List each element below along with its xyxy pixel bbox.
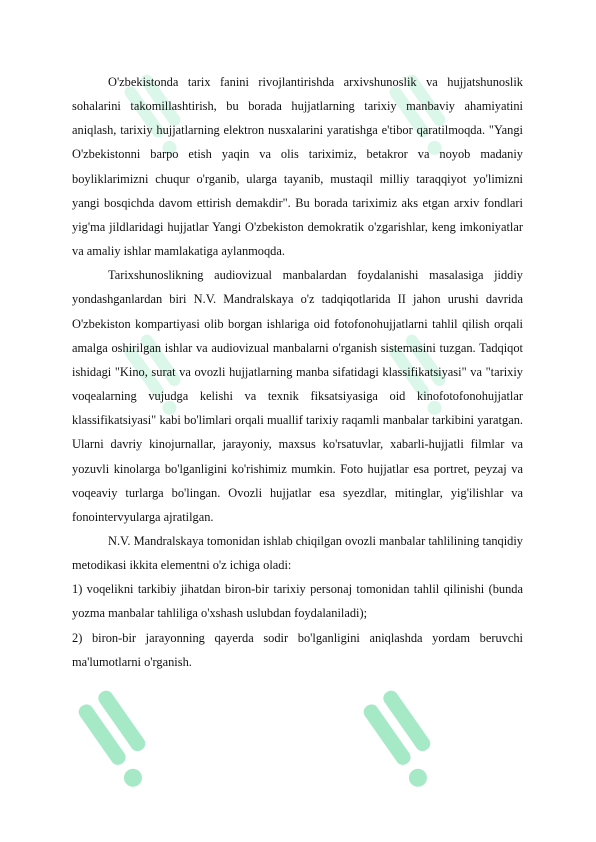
paragraph: O'zbekistonda tarix fanini rivojlantirishda arxivshunoslik va hujjatshunoslik sohalarini takomillashtirish, bu borada hujjatlarning tarixiy manbaviy ahamiyatini aniqlash, tarixiy hujjatlarning elektron nusxalarini yaratishga e'tibor qaratilmoqda. "Yangi O'zbekistonni barpo etish yaqin va olis tariximiz, betakror va noyob madaniy boyliklarimizni chuqur o'rganib, ularga tayanib, mustaqil milliy taraqqiyot yo'limizni yangi bosqichda davom ettirish demakdir". Bu borada tariximiz aks etgan arxiv fondlari yig'ma jildlaridagi hujjatlar Yangi O'zbekiston demokratik o'zgarishlar, keng imkoniyatlar va amaliy ishlar mamlakatiga aylanmoqda.: [72, 75, 523, 259]
paragraph: N.V. Mandralskaya tomonidan ishlab chiqilgan ovozli manbalar tahlilining tanqidiy metodikasi ikkita elementni o'z ichiga oladi:: [72, 533, 523, 573]
watermark-logo-icon: [75, 688, 448, 790]
paragraph: Tarixshunoslikning audiovizual manbalardan foydalanishi masalasiga jiddiy yondashganlardan biri N.V. Mandralskaya o'z tadqiqotlarida II jahon urushi davrida O'zbekiston kompartiyasi olib borgan ishlariga oid fotofonohujjatlarni tahlil qilish orqali amalga oshirilgan ishlar va audiovizual manbalarni o'rganish sistemasini tuzgan. Tadqiqot ishidagi "Kino, surat va ovozli hujjatlarning manba sifatidagi klassifikatsiyasi" va "tarixiy voqealarning vujudga kelishi va texnik fiksatsiyasiga oid kinofotofonohujjatlar klassifikatsiyasi" kabi bo'limlari orqali muallif tarixiy raqamli manbalar tarkibini yaratgan. Ularni davriy kinojurnallar, jarayoniy, maxsus ko'rsatuvlar, xabarli-hujjatli filmlar va yozuvli kinolarga bo'lganligini ko'rishimiz mumkin. Foto hujjatlar esa portret, peyzaj va voqeaviy turlarga bo'lingan. Ovozli hujjatlar esa syezdlar, mitinglar, yig'ilishlar va fonointervyularga ajratilgan.: [72, 268, 523, 524]
document-body: [72, 70, 523, 674]
list-item: 1) voqelikni tarkibiy jihatdan biron-bir tarixiy personaj tomonidan tahlil qilinishi (bunda yozma manbalar tahliliga o'xshash uslubdan foydalaniladi);: [72, 582, 523, 621]
list-item: 2) biron-bir jarayonning qayerda sodir bo'lganligini aniqlashda yordam beruvchi ma'lumotlarni o'rganish.: [72, 630, 523, 669]
